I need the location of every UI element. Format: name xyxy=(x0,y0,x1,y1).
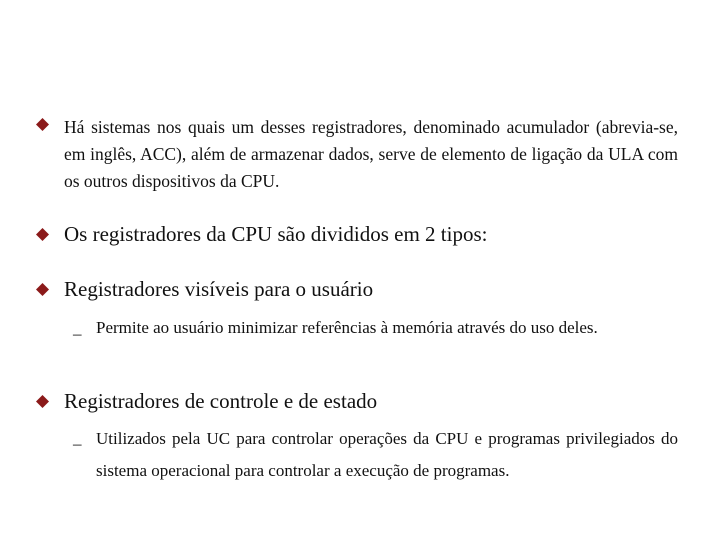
bullet-text-user-visible-registers: Registradores visíveis para o usuário xyxy=(64,277,374,301)
bullet-text-control-status-registers: Registradores de controle e de estado xyxy=(64,389,378,413)
diamond-bullet-icon xyxy=(36,118,49,131)
sub-bullet-dash: – xyxy=(73,434,82,453)
sub-bullet-dash: – xyxy=(73,324,82,343)
diamond-bullet-icon xyxy=(36,395,49,408)
bullet-text-register-types: Os registradores da CPU são divididos em 2 tipos: xyxy=(64,222,488,246)
bullet-text-accumulator: Há sistemas nos quais um desses registradores, denominado acumulador (abrevia-se, em inglês, ACC), além de armazenar dados, serve de elemento de ligação da ULA com os outros dispositivos da CPU. xyxy=(64,117,678,191)
sub-bullet-text-user-visible: Permite ao usuário minimizar referências à memória através do uso deles. xyxy=(96,318,598,337)
diamond-bullet-icon xyxy=(36,228,49,241)
diamond-bullet-icon xyxy=(36,283,49,296)
sub-bullet-text-control-status: Utilizados pela UC para controlar operações da CPU e programas privilegiados do sistema operacional para controlar a execução de programas. xyxy=(96,429,678,480)
